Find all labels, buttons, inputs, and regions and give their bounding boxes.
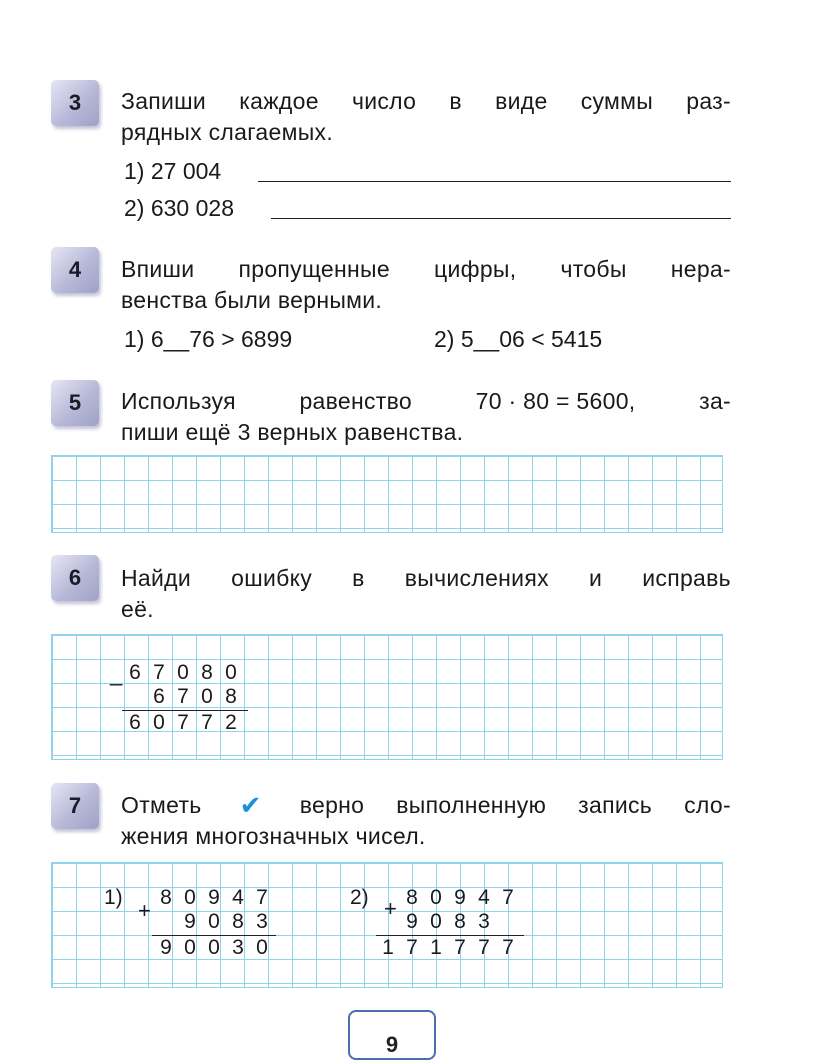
task-number-badge xyxy=(51,380,99,426)
task-6-line-2: её. xyxy=(121,596,154,622)
task-5-line-1: Используя равенство 70 · 80 = 5600, за- xyxy=(121,388,731,414)
ex1-result-digits: 9 0 0 3 0 xyxy=(160,936,268,959)
task-3-line-1: Запиши каждое число в виде суммы раз- xyxy=(121,88,731,114)
subtrahend-digits: 6 7 0 8 xyxy=(153,685,237,708)
task-number: 4 xyxy=(68,257,82,282)
minuend-digits: 6 7 0 8 0 xyxy=(129,661,237,684)
task-number: 6 xyxy=(68,565,82,590)
answer-line-2[interactable] xyxy=(271,218,731,219)
task-4-line-2: венства были верными. xyxy=(121,287,383,313)
ex2-top-digits: 8 0 9 4 7 xyxy=(406,886,514,909)
calculation-grid-task-7[interactable] xyxy=(51,862,723,988)
ex1-bottom-digits: 9 0 8 3 xyxy=(184,910,268,933)
plus-sign: + xyxy=(384,896,397,921)
task-number-badge xyxy=(51,247,99,293)
task-7-line-1: Отметь ✔ верно выполненную запись сло- xyxy=(121,790,731,820)
task-3-item-2: 2) 630 028 xyxy=(124,195,234,221)
task-3-item-1: 1) 27 004 xyxy=(124,158,222,184)
task-number: 5 xyxy=(68,390,82,415)
example-1-label[interactable]: 1) xyxy=(104,886,123,909)
task-6-text xyxy=(121,563,731,625)
ex2-bottom-digits: 9 0 8 3 xyxy=(406,910,490,933)
task-number-badge xyxy=(51,783,99,829)
task-number: 3 xyxy=(68,90,82,115)
task-4-text xyxy=(121,254,731,316)
task-3-line-2: рядных слагаемых. xyxy=(121,119,334,145)
plus-sign: + xyxy=(138,898,151,923)
task-4-item-1: 1) 6__76 > 6899 xyxy=(124,326,293,352)
task-5-text xyxy=(121,386,731,448)
result-digits: 6 0 7 7 2 xyxy=(129,711,237,734)
task-6-line-1: Найди ошибку в вычислениях и исправь xyxy=(121,565,731,591)
task-7-text xyxy=(121,790,731,852)
task-number-badge xyxy=(51,80,99,126)
answer-grid-task-5[interactable] xyxy=(51,455,723,533)
page-number-tab xyxy=(348,1010,436,1060)
example-2-label[interactable]: 2) xyxy=(350,886,369,909)
minus-sign: _ xyxy=(110,661,123,686)
task-number: 7 xyxy=(68,793,82,818)
task-5-line-2: пиши ещё 3 верных равенства. xyxy=(121,419,464,445)
ex1-top-digits: 8 0 9 4 7 xyxy=(160,886,268,909)
task-3-text xyxy=(121,86,731,148)
page-number: 9 xyxy=(385,1032,399,1057)
check-mark-icon: ✔ xyxy=(239,790,262,820)
answer-line-1[interactable] xyxy=(258,181,731,182)
task-4-item-2: 2) 5__06 < 5415 xyxy=(434,326,603,352)
ex2-result-digits: 1 7 1 7 7 7 xyxy=(382,936,514,959)
task-4-line-1: Впиши пропущенные цифры, чтобы нера- xyxy=(121,256,731,282)
task-7-line-2: жения многозначных чисел. xyxy=(121,823,426,849)
task-number-badge xyxy=(51,555,99,601)
